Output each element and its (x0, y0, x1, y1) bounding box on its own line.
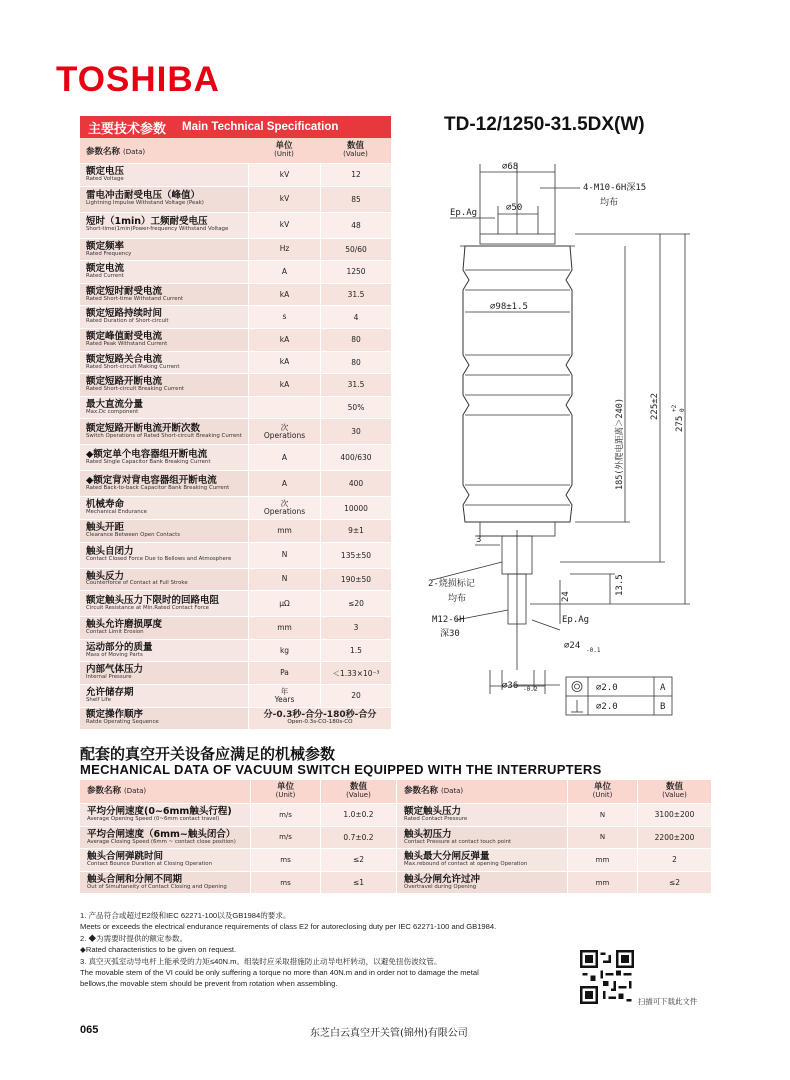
seq-label-zh: 额定操作顺序 (86, 709, 144, 721)
mech-right-head-name: 参数名称 (404, 786, 439, 797)
label-mark-2: 均布 (448, 594, 467, 604)
spec-row (80, 471, 391, 497)
spec-title (80, 116, 391, 138)
dim-13: 13.5 (615, 574, 625, 596)
mech-right-head-value: 数值 (665, 782, 683, 793)
spec-row-value: ＜1.33×10⁻³ (320, 662, 391, 684)
head-value: 数值 (346, 141, 364, 152)
spec-row (80, 591, 391, 617)
spec-row-unit: mm (277, 622, 292, 632)
spec-row (80, 306, 391, 329)
spec-row-label: 雷电冲击耐受电压（峰值） (86, 190, 201, 202)
spec-row-unit: kA (279, 334, 290, 344)
spec-row-unit: kV (279, 194, 290, 204)
interrupter-drawing (420, 150, 700, 720)
mech-row-unit: N (567, 827, 637, 849)
page-number: 065 (80, 1024, 99, 1036)
spec-row-label-en: Internal Pressure (86, 674, 132, 681)
spec-row-label: 额定短路开断电流开断次数 (86, 423, 201, 435)
dim-dia68: ⌀68 (502, 162, 519, 172)
spec-row-value: 31.5 (320, 374, 391, 396)
head-name-en: (Data) (122, 147, 146, 156)
note-line: 3. 真空灭弧室动导电杆上能承受的力矩≤40N.m。组装时应采取措施防止动导电杆转动，以避免扭伤波纹管。 (80, 956, 442, 966)
spec-row-label-en: Rated Duration of Short-circuit (86, 318, 169, 325)
mech-row-label: 平均合闸速度（6mm~触头闭合） (87, 828, 236, 840)
spec-row (80, 239, 391, 262)
spec-row-value: 20 (320, 685, 391, 707)
spec-row (80, 397, 391, 420)
spec-row-unit-en: Operations (263, 430, 306, 440)
spec-row-label: 额定短路关合电流 (86, 353, 163, 365)
mech-left-head-unit-en: (Unit) (275, 791, 296, 800)
spec-row-label-en: Shelf Life (86, 696, 111, 703)
spec-row-value: 85 (320, 187, 391, 212)
spec-title-en: Main Technical Specification (182, 121, 339, 133)
spec-row-value: 30 (320, 419, 391, 444)
spec-row-unit: kA (279, 380, 290, 390)
spec-row (80, 662, 391, 685)
mech-row-value: ≤2 (637, 872, 711, 894)
spec-header-row (80, 138, 391, 164)
spec-row-value: 31.5 (320, 284, 391, 306)
spec-row (80, 164, 391, 187)
mech-row-label: 触头最大分闸反弹量 (404, 851, 490, 863)
dim-dia36: ⌀36 (502, 681, 519, 691)
spec-row-unit: kg (279, 645, 290, 655)
spec-row-unit: mm (277, 525, 292, 535)
dim-dia24: ⌀24 (564, 641, 581, 651)
qr-label: 扫描可下载此文件 (638, 997, 698, 1006)
spec-row-label-en: Rated Current (86, 273, 124, 280)
mech-row (397, 804, 711, 827)
spec-row-unit: kV (279, 220, 290, 230)
dim-h275-tol2: 0 (679, 408, 686, 412)
dim-3: 3 (476, 535, 482, 545)
dim-h225: 225±2 (650, 392, 660, 420)
note-line: ◆Rated characteristics to be given on request. (80, 945, 237, 955)
spec-row (80, 352, 391, 375)
spec-row-label: 运动部分的质量 (86, 641, 153, 653)
mech-right-head-value-en: (Value) (662, 791, 687, 800)
mech-left-head-name: 参数名称 (87, 786, 122, 797)
spec-row-unit: N (281, 574, 288, 584)
mech-row-unit: mm (567, 872, 637, 894)
spec-row (80, 543, 391, 569)
head-unit: 单位 (275, 141, 293, 152)
note-line: 2. ◆为需要时提供的额定参数。 (80, 933, 188, 943)
mech-left-head-name-en: (Data) (123, 787, 147, 796)
note-line: The movable stem of the VI could be only suffering a torque no more than 40N.m and in order not to damage the metal (80, 967, 479, 977)
model-title: TD-12/1250-31.5DX(W) (444, 114, 645, 135)
label-mark: 2-烧损标记 (428, 579, 475, 589)
spec-row-sequence (80, 708, 391, 731)
seq-value-en: Open-0.3s-CO-180s-CO (287, 719, 353, 726)
mech-left-rows (80, 804, 396, 894)
mech-row-unit: ms (250, 849, 320, 871)
spec-row-value: 48 (320, 213, 391, 238)
spec-row (80, 419, 391, 445)
mech-row-unit: N (567, 804, 637, 826)
spec-row-label-en: Lightning Impulse Withstand Voltage (Peak) (86, 200, 204, 207)
spec-row-unit: Hz (279, 244, 290, 254)
spec-row-label: 允许储存期 (86, 686, 134, 698)
mech-row (397, 827, 711, 850)
dim-24: 24 (561, 591, 571, 602)
spec-row (80, 640, 391, 663)
spec-row-label: 额定触头压力下限时的回路电阻 (86, 594, 220, 606)
mech-row-label: 触头分闸允许过冲 (404, 873, 481, 885)
spec-row-value: 135±50 (320, 543, 391, 568)
note-line: 1. 产品符合或超过E2级和IEC 62271-100以及GB1984的要求。 (80, 911, 291, 920)
spec-row-unit: A (281, 267, 288, 277)
seq-value-zh: 分-0.3秒-合分-180秒-合分 (263, 709, 377, 720)
spec-row-label-en: Rated Short-circuit Breaking Current (86, 386, 185, 393)
mech-right-head-name-en: (Data) (440, 787, 464, 796)
mech-left-head-value-en: (Value) (346, 791, 371, 800)
mech-row-value: 0.7±0.2 (320, 827, 396, 849)
spec-row-unit: kV (279, 169, 290, 179)
spec-row-label: 触头自闭力 (86, 546, 134, 558)
spec-row-label: ◆额定背对背电容器组开断电流 (86, 475, 217, 487)
mech-row-label-en: Out of Simultaneity of Contact Closing and Opening (87, 883, 227, 890)
tol-box-1-ref: A (660, 683, 666, 693)
mech-right-rows (397, 804, 711, 894)
tol-box-2: ⌀2.0 (596, 702, 618, 712)
mech-row-unit: mm (567, 849, 637, 871)
spec-row-unit: A (281, 452, 288, 462)
spec-row-label: 触头开距 (86, 521, 125, 533)
mech-row-label-en: Contact Bounce Duration at Closing Operation (87, 861, 213, 868)
spec-row-value: 3 (320, 617, 391, 639)
spec-row-label: 短时（1min）工频耐受电压 (86, 216, 208, 228)
mech-row-label: 触头合闸弹跳时间 (87, 851, 164, 863)
mech-row-value: 1.0±0.2 (320, 804, 396, 826)
spec-row (80, 284, 391, 307)
spec-row-label-en: Mass of Moving Parts (86, 651, 143, 658)
spec-row-label-en: Rated Single Capacitor Bank Breaking Current (86, 458, 211, 465)
spec-row-value: 50/60 (320, 239, 391, 261)
spec-row-label-en: Rated Peak Withstand Current (86, 340, 168, 347)
spec-row-label-en: Rated Voltage (86, 175, 124, 182)
spec-row-label: 额定电流 (86, 263, 125, 275)
spec-row-label-en: Circuit Resistance at Min.Rated Contact Force (86, 604, 210, 611)
spec-row (80, 374, 391, 397)
dim-h185: 185(外爬电距离＞240) (615, 398, 625, 490)
dim-dia50: ⌀50 (506, 203, 523, 213)
mech-right-head-unit: 单位 (593, 782, 611, 793)
spec-row-value: ≤20 (320, 591, 391, 616)
note-line: Meets or exceeds the electrical endurance requirements of class E2 for autoreclosing duty per IEC 62271-100 and GB1984. (80, 922, 497, 932)
mech-row-label-en: Overtravel during Opening (404, 883, 477, 890)
mech-row-label: 额定触头压力 (404, 805, 462, 817)
spec-row-unit: kA (279, 289, 290, 299)
spec-row (80, 520, 391, 543)
mech-row-value: ≤1 (320, 872, 396, 894)
mech-row-unit: m/s (250, 827, 320, 849)
spec-row-label: 机械寿命 (86, 499, 125, 511)
spec-row-label: 额定峰值耐受电流 (86, 330, 163, 342)
spec-row-unit: A (281, 478, 288, 488)
spec-row-label-en: Max.Dc component (86, 408, 139, 415)
spec-title-zh: 主要技术参数 (88, 121, 167, 137)
spec-row-label: 内部气体压力 (86, 664, 144, 676)
seq-label-en: Ratde Operating Sequence (86, 719, 159, 726)
dim-dia98: ⌀98±1.5 (490, 302, 528, 312)
mech-row (80, 804, 396, 827)
spec-row-unit: s (282, 312, 287, 322)
spec-row (80, 445, 391, 471)
spec-row-value: 1250 (320, 261, 391, 283)
mech-title-en: MECHANICAL DATA OF VACUUM SWITCH EQUIPPED WITH THE INTERRUPTERS (80, 762, 602, 777)
tol-box-2-ref: B (660, 702, 666, 712)
mech-right-header (397, 780, 711, 804)
spec-row-value: 12 (320, 164, 391, 186)
spec-row-label: 额定短时耐受电流 (86, 285, 163, 297)
footer-company: 东芝白云真空开关管(锦州)有限公司 (310, 1028, 468, 1039)
spec-row-label-en: Counterforce of Contact at Full Stroke (86, 580, 188, 587)
spec-row-label: 额定频率 (86, 240, 125, 252)
spec-row (80, 261, 391, 284)
spec-row (80, 213, 391, 239)
spec-rows (80, 164, 391, 708)
mech-row (80, 872, 396, 895)
mech-right-head-unit-en: (Unit) (592, 791, 613, 800)
spec-row-value: 9±1 (320, 520, 391, 542)
spec-row (80, 569, 391, 592)
spec-row-unit: μΩ (279, 598, 290, 608)
mech-row (80, 849, 396, 872)
mech-row-label-en: Contact Pressure at contact touch point (404, 838, 512, 845)
mech-row-value: ≤2 (320, 849, 396, 871)
toshiba-logo: TOSHIBA (56, 60, 220, 99)
label-ep-top: Ep.Ag (450, 208, 478, 218)
mech-left-head-unit: 单位 (276, 782, 294, 793)
spec-row-value: 80 (320, 329, 391, 351)
spec-row-label: 触头允许磨损厚度 (86, 619, 163, 631)
mech-title-zh: 配套的真空开关设备应满足的机械参数 (80, 745, 336, 763)
mech-row-value: 2200±200 (637, 827, 711, 849)
spec-row-value: 50% (320, 397, 391, 419)
spec-row-label-en: Mechanical Endurance (86, 509, 147, 516)
spec-row-label-en: Rated Back-to-back Capacitor Bank Breaking Current (86, 484, 230, 491)
dim-dia24-tol: -0.1 (586, 647, 601, 654)
spec-row-value: 400 (320, 471, 391, 496)
spec-row-unit: kA (279, 357, 290, 367)
mech-row-label-en: Max.rebound of contact at opening Operation (404, 861, 528, 868)
spec-row-value: 190±50 (320, 569, 391, 591)
spec-row-value: 1.5 (320, 640, 391, 662)
spec-row-label: 额定短路持续时间 (86, 308, 163, 320)
mech-row-label: 平均分闸速度(0~6mm触头行程) (87, 805, 232, 817)
tol-box-1: ⌀2.0 (596, 683, 618, 693)
spec-row-unit-en: Years (274, 694, 295, 704)
mech-row-label: 触头合闸和分闸不同期 (87, 873, 183, 885)
label-m12: M12-6H (432, 615, 465, 625)
spec-row-label-en: Switch Operations of Rated Short-circuit Breaking Current (86, 432, 242, 439)
spec-row-label-en: Contact Limit Erosion (86, 629, 144, 636)
spec-row-value: 10000 (320, 497, 391, 519)
spec-row-label: 最大直流分量 (86, 398, 144, 410)
mech-table-left (80, 780, 396, 894)
dim-h275: 275 (675, 415, 685, 432)
mech-row (397, 849, 711, 872)
spec-row-unit: N (281, 550, 288, 560)
spec-row-label-en: Rated Frequency (86, 250, 132, 257)
dim-thread-top: 4-M10-6H深15 (583, 183, 647, 193)
spec-row-unit: Pa (280, 668, 289, 678)
mech-row-label-en: Rated Contact Pressure (404, 815, 468, 822)
mech-row (397, 872, 711, 895)
mech-row-unit: ms (250, 872, 320, 894)
mech-row-value: 2 (637, 849, 711, 871)
spec-row-value: 80 (320, 352, 391, 374)
mech-left-header (80, 780, 396, 804)
mech-table-right (397, 780, 711, 894)
dim-thread-top-2: 均布 (600, 198, 619, 208)
spec-row (80, 187, 391, 213)
spec-row-unit: 次 (280, 422, 289, 432)
mech-row-label-en: Average Closing Speed (6mm ~ contact close position) (87, 838, 236, 845)
spec-row-label: 额定电压 (86, 165, 125, 177)
label-ep-bot: Ep.Ag (562, 615, 590, 625)
spec-row-label: 触头反力 (86, 570, 125, 582)
spec-row (80, 497, 391, 520)
mech-row (80, 827, 396, 850)
qr-code-icon[interactable] (580, 950, 634, 1004)
spec-row-label-en: Rated Short-circuit Making Current (86, 363, 180, 370)
mech-row-unit: m/s (250, 804, 320, 826)
spec-row-value: 4 (320, 306, 391, 328)
spec-row (80, 329, 391, 352)
spec-row-label-en: Clearance Between Open Contacts (86, 531, 181, 538)
spec-row-unit: 次 (280, 499, 289, 509)
spec-row-value: 400/630 (320, 445, 391, 470)
mech-row-label: 触头初压力 (404, 828, 452, 840)
mech-left-head-value: 数值 (349, 782, 367, 793)
spec-row (80, 617, 391, 640)
main-spec-table (80, 116, 391, 730)
spec-row-unit-en: Operations (263, 507, 306, 517)
spec-row-label-en: Contact Closed Force Due to Bellows and Atmosphere (86, 556, 232, 563)
spec-row-label-en: Rated Short-time Withstand Current (86, 295, 184, 302)
head-unit-en: (Unit) (274, 150, 294, 159)
head-value-en: (Value) (343, 150, 368, 159)
dim-dia36-tol: -0.2 (523, 686, 538, 693)
dim-h275-tol: +2 (671, 404, 678, 412)
mech-row-value: 3100±200 (637, 804, 711, 826)
spec-row-label: 额定短路开断电流 (86, 376, 163, 388)
spec-row-label-en: Short-time(1min)Power-frequency Withstand Voltage (86, 226, 229, 233)
note-line: bellows,the movable stem should be prevent from rotation when assembling. (80, 979, 338, 989)
label-m12-depth: 深30 (440, 629, 460, 639)
notes (80, 910, 560, 990)
mech-row-label-en: Average Opening Speed (0~6mm contact travel) (87, 815, 220, 822)
spec-row-unit: 年 (280, 686, 289, 696)
spec-row-label: ◆额定单个电容器组开断电流 (86, 449, 208, 461)
head-name: 参数名称 (86, 146, 121, 157)
spec-row (80, 685, 391, 708)
